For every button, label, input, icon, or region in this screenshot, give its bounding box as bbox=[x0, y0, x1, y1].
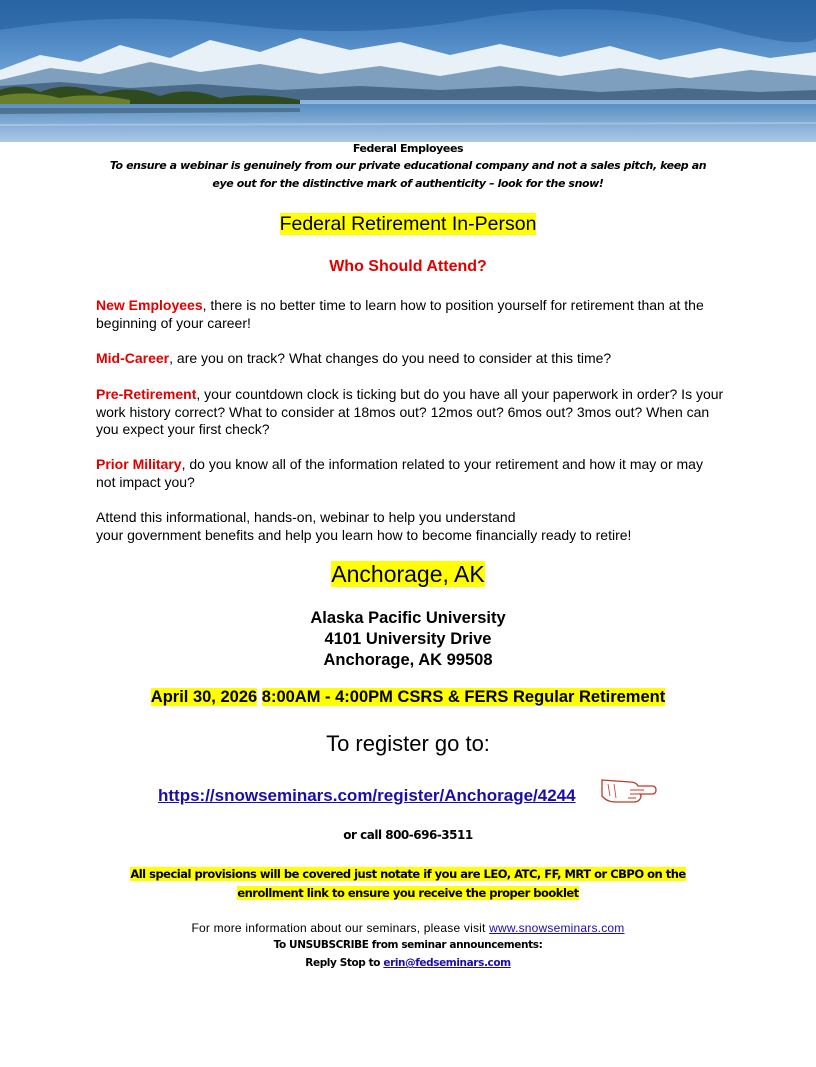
event-title bbox=[0, 213, 816, 236]
header-title: Federal Employees bbox=[352, 142, 464, 155]
audience-label: Pre-Retirement bbox=[96, 386, 197, 402]
reply-stop-line bbox=[0, 957, 816, 969]
phone-line: or call 800-696-3511 bbox=[343, 828, 473, 842]
register-prompt: To register go to: bbox=[326, 731, 490, 756]
audience-label: Mid-Career bbox=[96, 350, 170, 366]
more-info-text: For more information about our seminars, please visit bbox=[191, 921, 490, 935]
audience-text: , are you on track? What changes do you need to consider at this time? bbox=[169, 350, 612, 366]
event-address bbox=[0, 608, 816, 671]
who-should-attend-heading: Who Should Attend? bbox=[329, 258, 487, 275]
unsubscribe-line: To UNSUBSCRIBE from seminar announcements: bbox=[273, 939, 543, 951]
event-city bbox=[0, 561, 816, 588]
provisions-line2 bbox=[0, 884, 816, 903]
special-provisions bbox=[0, 865, 816, 903]
pointing-hand-icon bbox=[600, 774, 658, 811]
event-date-time bbox=[0, 688, 816, 707]
website-link[interactable]: www.snowseminars.com bbox=[489, 921, 625, 935]
provisions-line2-text: enrollment link to ensure you receive the proper booklet bbox=[237, 886, 579, 900]
audience-label: Prior Military bbox=[96, 456, 182, 472]
audience-mid-career bbox=[96, 350, 726, 368]
register-link[interactable]: https://snowseminars.com/register/Anchorage/4244 bbox=[158, 786, 576, 805]
header-authenticity-line2: eye out for the distinctive mark of authenticity – look for the snow! bbox=[212, 177, 604, 190]
event-date: April 30, 2026 bbox=[150, 688, 258, 706]
event-title-text: Federal Retirement In-Person bbox=[279, 213, 537, 235]
audience-pre-retirement bbox=[96, 386, 726, 439]
provisions-line1 bbox=[0, 865, 816, 884]
attend-line1: Attend this informational, hands-on, webinar to help you understand bbox=[96, 509, 516, 525]
attend-paragraph bbox=[96, 509, 726, 544]
audience-text: , there is no better time to learn how to position yourself for retirement than at the beginning of your career! bbox=[96, 297, 704, 331]
audience-new-employees bbox=[96, 297, 726, 332]
more-info-line bbox=[0, 921, 816, 935]
venue-name: Alaska Pacific University bbox=[310, 609, 506, 627]
attend-line2: your government benefits and help you learn how to become financially ready to retire! bbox=[96, 526, 632, 543]
audience-text: , your countdown clock is ticking but do you have all your paperwork in order? Is your work history correct? What to consider at 18mos out? 12mos out? 6mos out? 3mos out? When can you expect your first check? bbox=[96, 386, 724, 437]
event-city-text: Anchorage, AK bbox=[331, 561, 485, 587]
audience-label: New Employees bbox=[96, 297, 203, 313]
audience-text: , do you know all of the information related to your retirement and how it may or may not impact you? bbox=[96, 456, 703, 490]
reply-text: Reply Stop to bbox=[305, 957, 384, 969]
event-details: 8:00AM - 4:00PM CSRS & FERS Regular Retirement bbox=[261, 688, 666, 706]
email-link[interactable]: erin@fedseminars.com bbox=[383, 957, 511, 969]
provisions-line1-text: All special provisions will be covered just notate if you are LEO, ATC, FF, MRT or CBPO on the bbox=[130, 867, 686, 881]
mountain-lake-banner bbox=[0, 0, 816, 142]
venue-street: 4101 University Drive bbox=[324, 630, 492, 648]
venue-city-zip: Anchorage, AK 99508 bbox=[323, 651, 493, 669]
audience-prior-military bbox=[96, 456, 726, 491]
header-authenticity-line1: To ensure a webinar is genuinely from our private educational company and not a sales pitch, keep an bbox=[109, 159, 707, 172]
